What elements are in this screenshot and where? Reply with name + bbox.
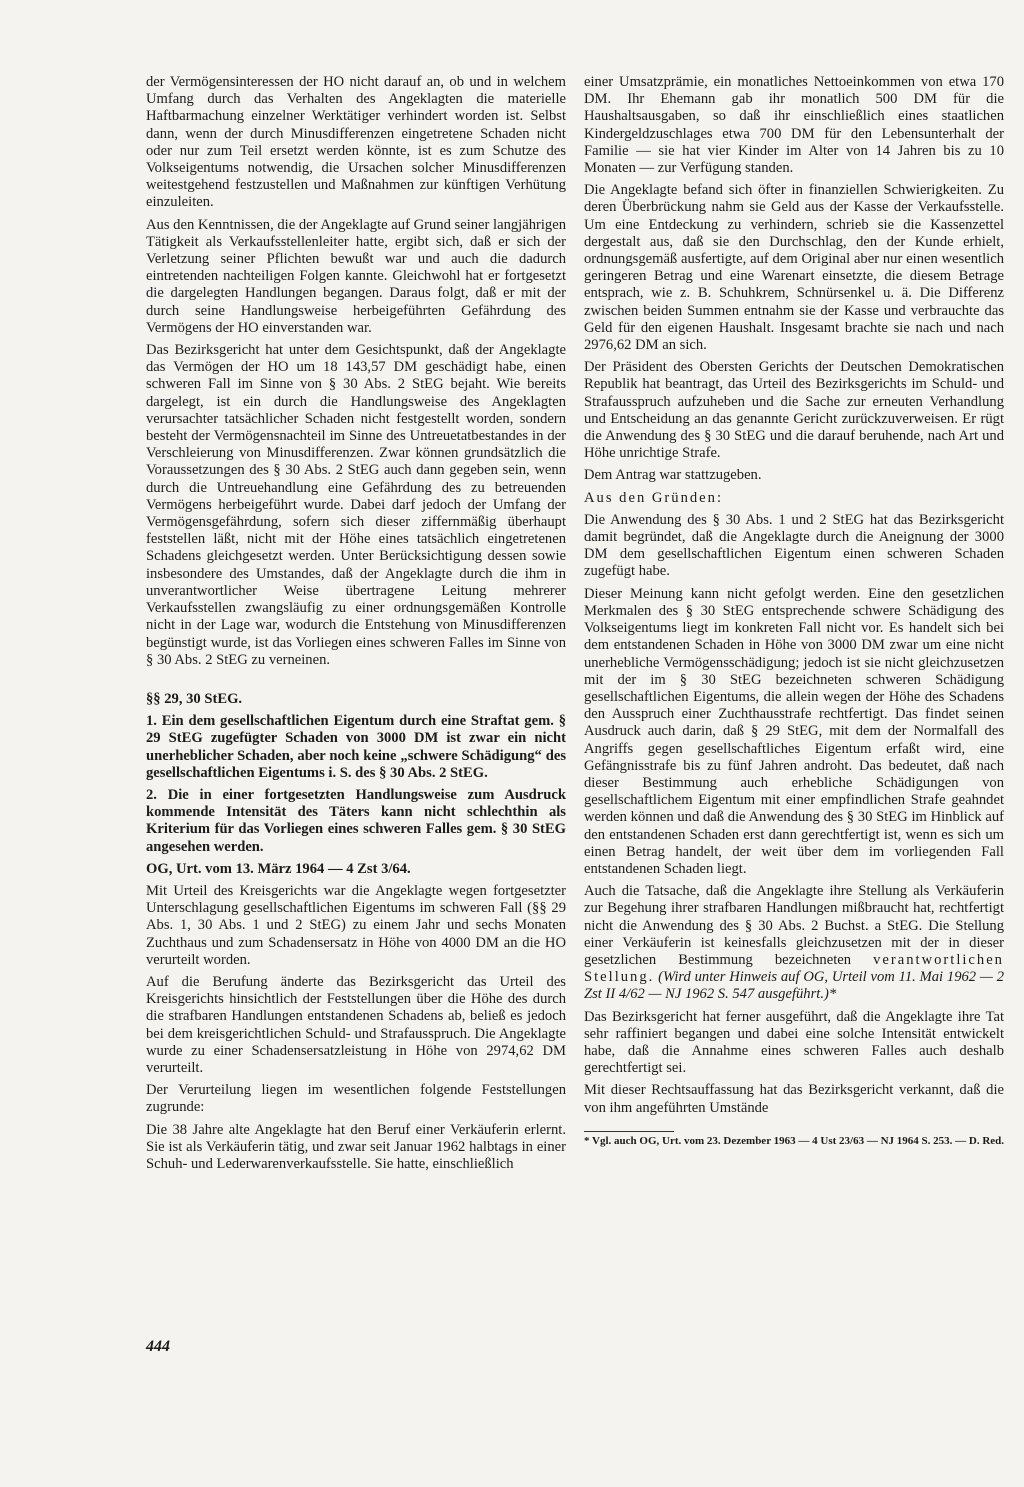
paragraph: Der Verurteilung liegen im wesentlichen folgende Feststellungen zugrunde: [146,1082,566,1116]
paragraph: Dieser Meinung kann nicht gefolgt werden. Eine den gesetzlichen Merkmalen des § 30 StEG entsprechende schwere Schädigung des Volkseigentums liegt im konkreten Fall nicht vor. Es handelt sich bei dem entstandenen Schaden in Höhe von 3000 DM zwar um eine nicht unerhebliche Vermögensschädigung; jedoch ist sie nicht gleichzusetzen mit der im § 30 StEG bezeichneten schweren Schädigung gesellschaftlichen Eigentums, die allein wegen der Höhe des Schadens den Ausspruch einer Zuchthausstrafe rechtfertigt. Das findet seinen Ausdruck auch darin, daß § 29 StEG, mit dem der Normalfall des Angriffs gegen gesellschaftliches Eigentum erfaßt wird, eine Gefängnisstrafe bis zu fünf Jahren androht. Das bedeutet, daß nach dieser Bestimmung auch erhebliche Schädigungen von gesellschaftlichem Eigentum mit einer empfindlichen Strafe geahndet werden können und daß die Anwendung des § 30 StEG im Hinblick auf den entstandenen Schaden erst dann gerechtfertigt ist, wenn es sich um einen Betrag handelt, der weit über dem im vorliegenden Fall entstandenen Schaden liegt. [584,585,1004,877]
paragraph: Das Bezirksgericht hat ferner ausgeführt, daß die Angeklagte ihre Tat sehr raffiniert begangen und dabei eine solche Intensität entwickelt habe, daß die Annahme eines schweren Falles auch deshalb gerechtfertigt sei. [584,1008,1004,1077]
paragraph: einer Umsatzprämie, ein monatliches Nettoeinkommen von etwa 170 DM. Ihr Ehemann gab ihr monatlich 500 DM für die Haushaltsausgaben, so daß ihr einschließlich eines staatlichen Kindergeldzuschlages etwa 700 DM für den Lebensunterhalt der Familie — sie hat vier Kinder im Alter von 14 Jahren bis zu 10 Monaten — zur Verfügung standen. [584,74,1004,177]
italic-note: (Wird unter Hinweis auf OG, Urteil vom 11. Mai 1962 — 2 Zst II 4/62 — NJ 1962 S. 547 ausgeführt.)* [584,969,1004,1003]
footnote-divider [584,1131,674,1132]
paragraph: Mit Urteil des Kreisgerichts war die Angeklagte wegen fortgesetzter Unterschlagung gesellschaftlichen Eigentums im schweren Fall (§§ 29 Abs. 1, 30 Abs. 1 und 2 StEG) zu einem Jahr und sechs Monaten Zuchthaus und zum Schadensersatz in Höhe von 4000 DM an die HO verurteilt worden. [146,882,566,968]
section-heading: §§ 29, 30 StEG. [146,690,243,707]
case-citation: OG, Urt. vom 13. März 1964 — 4 Zst 3/64. [146,860,411,877]
paragraph: Mit dieser Rechtsauffassung hat das Bezirksgericht verkannt, daß die von ihm angeführten Umstände [584,1082,1004,1116]
paragraph: Der Präsident des Obersten Gerichts der Deutschen Demokratischen Republik hat beantragt, das Urteil des Bezirksgerichts im Schuld- und Strafausspruch aufzuheben und die Sache zur erneuten Verhandlung und Entscheidung an das genannte Gericht zurückzuverweisen. Er rügt die Anwendung des § 30 StEG und die darauf beruhende, nach Art und Höhe unrichtige Strafe. [584,359,1004,462]
paragraph-text: Auch die Tatsache, daß die Angeklagte ihre Stellung als Verkäuferin zur Begehung ihrer strafbaren Handlungen mißbraucht hat, rechtfertigt nicht die Anwendung des § 30 Abs. 2 Buchst. a StEG. Die Stellung einer Verkäuferin ist keinesfalls gleichzusetzen mit der in dieser gesetzlichen Bestimmung bezeichneten [584,883,1004,968]
headnote: 2. Die in einer fortgesetzten Handlungsweise zum Ausdruck kommende Intensität des Täters kann nicht schlechthin als Kriterium für das Vorliegen eines schweren Falles gem. § 30 StEG angesehen werden. [146,786,566,855]
right-column [584,74,1004,1153]
paragraph: Die 38 Jahre alte Angeklagte hat den Beruf einer Verkäuferin erlernt. Sie ist als Verkäuferin tätig, und zwar seit Januar 1962 halbtags in einer Schuh- und Lederwarenverkaufsstelle. Sie hatte, einschließlich [146,1121,566,1172]
paragraph: Die Anwendung des § 30 Abs. 1 und 2 StEG hat das Bezirksgericht damit begründet, daß die Angeklagte durch die Aneignung der 3000 DM dem gesellschaftlichen Eigentum einen schweren Schaden zugefügt habe. [584,511,1004,580]
headnote: 1. Ein dem gesellschaftlichen Eigentum durch eine Straftat gem. § 29 StEG zugefügter Schaden von 3000 DM ist zwar ein nicht unerheblicher Schaden, aber noch keine „schwere Schädigung“ des gesellschaftlichen Eigentums i. S. des § 30 Abs. 2 StEG. [146,713,566,781]
paragraph: Auf die Berufung änderte das Bezirksgericht das Urteil des Kreisgerichts hinsichtlich der Feststellungen über die Höhe des durch die strafbaren Handlungen entstandenen Schadens ab, beließ es jedoch bei dem kreisgerichtlichen Schuld- und Strafausspruch. Die Angeklagte wurde zu einer Schadensersatzleistung in Höhe von 2974,62 DM verurteilt. [146,973,566,1076]
paragraph: Das Bezirksgericht hat unter dem Gesichtspunkt, daß der Angeklagte das Vermögen der HO um 18 143,57 DM geschädigt habe, einen schweren Fall im Sinne von § 30 Abs. 2 StEG bejaht. Wie bereits dargelegt, ist ein durch die Handlungsweise des Angeklagten verursachter tatsächlicher Schaden nicht festgestellt worden, sondern besteht der Vermögensnachteil im Sinne des Untreuetatbestandes in der Verschleierung von Minusdifferenzen. Zwar können grundsätzlich die Voraussetzungen des § 30 Abs. 2 StEG auch dann gegeben sein, wenn durch die Untreuehandlung eine Gefährdung des zu betreuenden Vermögens herbeigeführt wurde. Dabei darf jedoch der Umfang der Vermögensgefährdung, sofern sich dieser ziffernmäßig überhaupt feststellen läßt, nicht mit der Höhe eines tatsächlich eingetretenen Schadens gleichgesetzt werden. Unter Berücksichtigung dessen sowie insbesondere des Umstandes, daß der Angeklagte durch die ihm in unverantwortlicher Weise übertragene Leitung mehrerer Verkaufsstellen zwangsläufig zu einer ordnungsgemäßen Kontrolle nicht in der Lage war, wodurch die Entstehung von Minusdifferenzen begünstigt wurde, ist das Vorliegen eines schweren Falles im Sinne von § 30 Abs. 2 StEG zu verneinen. [146,342,566,668]
left-column [146,74,566,1178]
paragraph: Aus den Kenntnissen, die der Angeklagte auf Grund seiner langjährigen Tätigkeit als Verkaufsstellenleiter hatte, ergibt sich, daß er sich der Verletzung seiner Pflichten bewußt war und auch die dadurch eintretenden nachteiligen Folgen kannte. Gleichwohl hat er fortgesetzt die dargelegten Handlungen begangen. Daraus folgt, daß er mit der durch seine Handlungsweise herbeigeführten Gefährdung des Vermögens der HO einverstanden war. [146,216,566,336]
paragraph: der Vermögensinteressen der HO nicht darauf an, ob und in welchem Umfang durch das Verhalten des Angeklagten die materielle Haftbarmachung einzelner Werktätiger verhindert worden ist. Selbst dann, wenn der durch Minusdifferenzen eingetretene Schaden nicht oder nur zum Teil ersetzt werden könnte, ist es zum Schutze des Volkseigentums notwendig, die Ursachen solcher Minusdifferenzen weitestgehend festzustellen und Maßnahmen zur künftigen Verhütung einzuleiten. [146,74,566,211]
paragraph: Dem Antrag war stattzugeben. [584,467,762,484]
footnote: * Vgl. auch OG, Urt. vom 23. Dezember 1963 — 4 Ust 23/63 — NJ 1964 S. 253. — D. Red. [584,1134,1005,1147]
paragraph: Die Angeklagte befand sich öfter in finanziellen Schwierigkeiten. Zu deren Überbrückung nahm sie Geld aus der Kasse der Verkaufsstelle. Um eine Entdeckung zu verhindern, schrieb sie die Kassenzettel dergestalt aus, daß sie den Durchschlag, den der Kunde erhielt, ordnungsgemäß ausfertigte, auf dem Original aber nur einen wesentlich geringeren Betrag und eine Warenart einsetzte, die diesem Betrage entsprach, wie z. B. Schuhkrem, Schnürsenkel u. ä. Die Differenz zwischen beiden Summen entnahm sie der Kasse und verbrauchte das Geld für den eigenen Haushalt. Insgesamt brachte sie nach und nach 2976,62 DM an sich. [584,182,1004,354]
paragraph [584,883,1004,1003]
page-number: 444 [146,1338,170,1355]
reasons-heading: Aus den Gründen: [584,489,724,506]
spaced-text: verantwortlichen Stellung. [584,951,1004,986]
